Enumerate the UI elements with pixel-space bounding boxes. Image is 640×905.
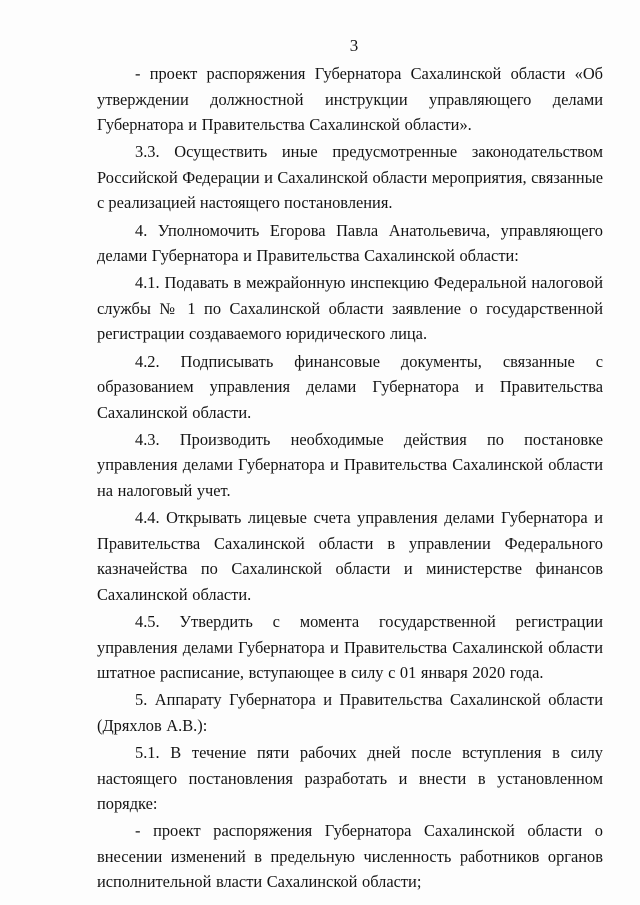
paragraph-4-3: 4.3. Производить необходимые действия по постановке управления делами Губернатора и Правительства Сахалинской области на налоговый учет. (97, 429, 603, 500)
paragraph-3-3: 3.3. Осуществить иные предусмотренные законодательством Российской Федерации и Сахалинской области мероприятия, связанные с реализацией настоящего постановления. (97, 142, 603, 213)
page-number: 3 (349, 36, 359, 55)
paragraph-draft-order-instruction: - проект распоряжения Губернатора Сахалинской области «Об утверждении должностной инструкции управляющего делами Губернатора и Правительства Сахалинской области». (97, 64, 603, 135)
paragraph-4-2: 4.2. Подписывать финансовые документы, связанные с образованием управления делами Губернатора и Правительства Сахалинской области. (97, 351, 603, 422)
paragraph-draft-order-staffing: - проект распоряжения Губернатора Сахалинской области о внесении изменений в предельную численность работников органов исполнительной власти Сахалинской области; (97, 821, 603, 892)
paragraph-4-1: 4.1. Подавать в межрайонную инспекцию Федеральной налоговой службы № 1 по Сахалинской области заявление о государственной регистрации создаваемого юридического лица. (97, 273, 603, 344)
paragraph-4-5: 4.5. Утвердить с момента государственной регистрации управления делами Губернатора и Правительства Сахалинской области штатное расписание, вступающее в силу с 01 января 2020 года. (97, 611, 603, 683)
paragraph-4: 4. Уполномочить Егорова Павла Анатольевича, управляющего делами Губернатора и Правительства Сахалинской области: (97, 220, 603, 266)
paragraph-5: 5. Аппарату Губернатора и Правительства Сахалинской области (Дряхлов А.В.): (97, 690, 603, 735)
paragraph-4-4: 4.4. Открывать лицевые счета управления делами Губернатора и Правительства Сахалинской области в управлении Федерального казначейства по Сахалинской области и министерстве финансов Сахалинской области. (97, 508, 603, 604)
paragraph-5-1: 5.1. В течение пяти рабочих дней после вступления в силу настоящего постановления разработать и внести в установленном порядке: (97, 742, 603, 814)
document-body (97, 61, 603, 897)
